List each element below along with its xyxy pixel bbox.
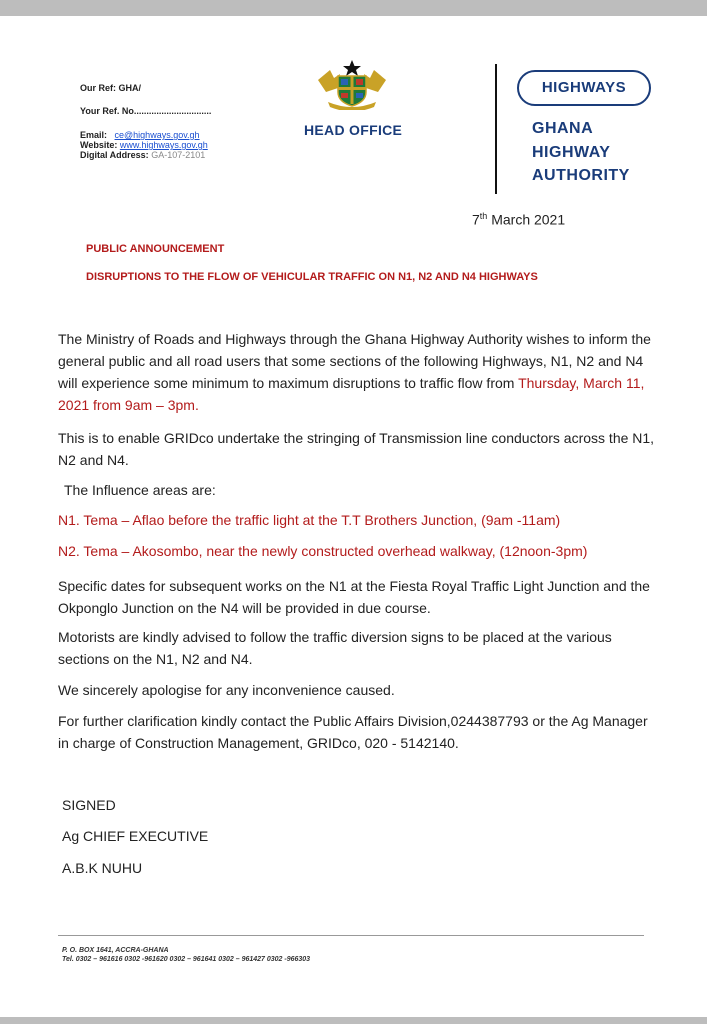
- letter-date: [472, 211, 565, 228]
- our-ref: Our Ref: GHA/: [80, 83, 142, 93]
- agency-name-line3: AUTHORITY: [532, 167, 630, 184]
- your-ref: Your Ref. No...............................: [80, 106, 212, 116]
- email-row: [80, 130, 208, 140]
- website-row: [80, 140, 208, 150]
- signed-label: SIGNED: [62, 797, 116, 813]
- date-day: 7: [472, 211, 480, 228]
- influence-areas-heading: The Influence areas are:: [64, 482, 216, 498]
- bottom-scan-border: [0, 1017, 707, 1024]
- footer-telephone: Tel. 0302 – 961616 0302 -961620 0302 – 961641 0302 – 961427 0302 -966303: [62, 956, 311, 963]
- signatory-title: Ag CHIEF EXECUTIVE: [62, 828, 209, 844]
- agency-name-line2: HIGHWAY: [532, 144, 611, 161]
- paragraph-purpose: This is to enable GRIDco undertake the stringing of Transmission line conductors across the N1, N2 and N4.: [58, 430, 655, 468]
- influence-area-n1: N1. Tema – Aflao before the traffic light at the T.T Brothers Junction, (9am -11am): [58, 512, 561, 528]
- announcement-subject: DISRUPTIONS TO THE FLOW OF VEHICULAR TRAFFIC ON N1, N2 AND N4 HIGHWAYS: [86, 271, 538, 283]
- paragraph-intro-text: The Ministry of Roads and Highways through the Ghana Highway Authority wishes to inform the general public and all road users that some sections of the following Highways, N1, N2 and N4 will experience some minimum to maximum disruptions to traffic flow from: [58, 331, 651, 391]
- influence-area-n2: N2. Tema – Akosombo, near the newly constructed overhead walkway, (12noon-3pm): [58, 543, 588, 559]
- contact-block: [80, 130, 208, 160]
- digital-address: GA-107-2101: [151, 150, 206, 160]
- address-row: [80, 150, 208, 160]
- date-month-year: March 2021: [487, 211, 566, 228]
- top-scan-border: [0, 0, 707, 16]
- website-label: Website:: [80, 140, 118, 150]
- letterhead-divider: [495, 64, 497, 194]
- highways-badge: HIGHWAYS: [517, 70, 651, 106]
- date-suffix: th: [479, 211, 488, 221]
- footer-divider: [58, 935, 644, 936]
- website-link[interactable]: www.highways.gov.gh: [119, 140, 208, 150]
- disruption-datetime: Thursday, March 11, 2021 from 9am – 3pm.: [58, 375, 645, 413]
- paragraph-subsequent-works: Specific dates for subsequent works on the N1 at the Fiesta Royal Traffic Light Junction and the Okponglo Junction on the N4 will be provided in due course.: [58, 578, 650, 616]
- paragraph-intro: [58, 328, 658, 416]
- coat-of-arms-icon: [312, 58, 392, 115]
- email-link[interactable]: ce@highways.gov.gh: [114, 130, 200, 140]
- paragraph-apology: We sincerely apologise for any inconvenience caused.: [58, 682, 395, 698]
- paragraph-diversion: Motorists are kindly advised to follow the traffic diversion signs to be placed at the various sections on the N1, N2 and N4.: [58, 629, 612, 667]
- announcement-label: PUBLIC ANNOUNCEMENT: [86, 243, 225, 255]
- paragraph-contact: For further clarification kindly contact the Public Affairs Division,0244387793 or the Ag Manager in charge of Construction Management, GRIDco, 020 - 5142140.: [58, 713, 648, 751]
- email-label: Email:: [80, 130, 108, 140]
- head-office-label: HEAD OFFICE: [304, 122, 403, 138]
- signatory-name: A.B.K NUHU: [62, 860, 143, 876]
- footer-address: P. O. BOX 1641, ACCRA-GHANA: [62, 947, 169, 954]
- address-label: Digital Address:: [80, 150, 149, 160]
- agency-name-line1: GHANA: [532, 120, 594, 137]
